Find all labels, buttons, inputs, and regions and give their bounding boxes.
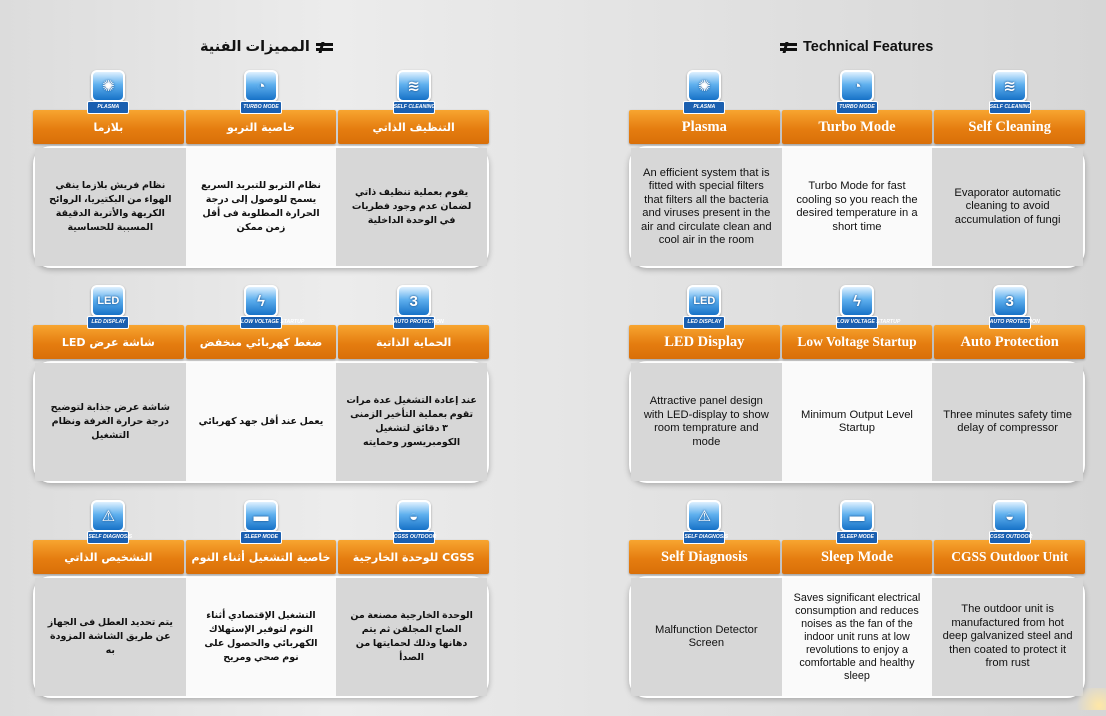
self-diagnosis-icon: ⚠ SELF DIAGNOSIS (91, 500, 125, 544)
feature-description: Saves significant electrical consumption and reduces noises as the fan of the indoor unit runs at low revolutions to enjoy a comfortable and healthy sleep (782, 578, 933, 696)
english-feature-row-3 (629, 500, 1085, 716)
turbo-mode-icon: ◔ TURBO MODE (840, 70, 874, 114)
feature-description: Evaporator automatic cleaning to avoid accumulation of fungi (932, 148, 1083, 266)
feature-description: Three minutes safety time delay of compressor (932, 363, 1083, 481)
feature-header: Auto Protection (934, 325, 1085, 359)
feature-description: التشغيل الإقتصادي أثناء النوم لتوفير الإستهلاك الكهربائي والحصول على نوم صحي ومريح (186, 578, 337, 696)
self-cleaning-icon: ≋ SELF CLEANING (397, 70, 431, 114)
feature-header: ضغط كهربائي منخفض (186, 325, 337, 359)
auto-protection-icon: 3 AUTO PROTECTION (993, 285, 1027, 329)
feature-card (629, 146, 1085, 268)
turbo-mode-icon: ◔ TURBO MODE (244, 70, 278, 114)
english-title (780, 39, 933, 55)
feature-card (629, 576, 1085, 698)
plasma-icon: ✺ PLASMA (91, 70, 125, 114)
sleep-mode-icon: ▬ SLEEP MODE (244, 500, 278, 544)
feature-description: يقوم بعملية تنظيف ذاتي لضمان عدم وجود فطريات في الوحدة الداخلية (336, 148, 487, 266)
feature-header: Plasma (629, 110, 780, 144)
arabic-feature-row-2 (33, 285, 489, 501)
feature-description: Turbo Mode for fast cooling so you reach the desired temperature in a short time (782, 148, 933, 266)
led-display-icon: LED LED DISPLAY (91, 285, 125, 329)
feature-header: CGSS Outdoor Unit (934, 540, 1085, 574)
feature-card (33, 361, 489, 483)
english-feature-row-2 (629, 285, 1085, 501)
feature-header: LED Display (629, 325, 780, 359)
feature-header: CGSS للوحدة الخارجية (338, 540, 489, 574)
feature-description: يعمل عند أقل جهد كهربائي (186, 363, 337, 481)
feature-description: The outdoor unit is manufactured from hot deep galvanized steel and then coated to protect it from rust (932, 578, 1083, 696)
led-display-icon: LED LED DISPLAY (687, 285, 721, 329)
feature-description: عند إعادة التشغيل عدة مرات تقوم بعملية التأخير الزمنى ٣ دقائق لتشغيل الكومبريسور وحمايته (336, 363, 487, 481)
cgss-outdoor-icon: ◒ CGSS OUTDOOR (993, 500, 1027, 544)
title-flag-icon (316, 42, 333, 53)
sleep-mode-icon: ▬ SLEEP MODE (840, 500, 874, 544)
cgss-outdoor-icon: ◒ CGSS OUTDOOR (397, 500, 431, 544)
feature-description: Minimum Output Level Startup (782, 363, 933, 481)
feature-header: Sleep Mode (782, 540, 933, 574)
english-feature-row-1 (629, 70, 1085, 286)
feature-header: Self Cleaning (934, 110, 1085, 144)
low-voltage-startup-icon: ϟ LOW VOLTAGE STARTUP (244, 285, 278, 329)
feature-card (33, 146, 489, 268)
feature-description: Attractive panel design with LED-display to show room temprature and mode (631, 363, 782, 481)
feature-header: Self Diagnosis (629, 540, 780, 574)
auto-protection-icon: 3 AUTO PROTECTION (397, 285, 431, 329)
feature-header: Low Voltage Startup (782, 325, 933, 359)
plasma-icon: ✺ PLASMA (687, 70, 721, 114)
corner-glow-decoration (1072, 688, 1106, 710)
arabic-title-text: المميزات الفنية (200, 39, 310, 55)
feature-card (33, 576, 489, 698)
feature-description: An efficient system that is fitted with special filters that filters all the bacteria and viruses present in the air and circulate clean and cool air in the room (631, 148, 782, 266)
english-title-text: Technical Features (803, 39, 934, 55)
feature-description: Malfunction Detector Screen (631, 578, 782, 696)
title-flag-icon (780, 42, 797, 53)
feature-description: شاشة عرض جذابة لتوضيح درجة حرارة الغرفة ونظام التشغيل (35, 363, 186, 481)
feature-header: التنظيف الذاتي (338, 110, 489, 144)
feature-header: شاشة عرض LED (33, 325, 184, 359)
arabic-feature-row-1 (33, 70, 489, 286)
arabic-feature-row-3 (33, 500, 489, 716)
feature-header: خاصية التشغيل أثناء النوم (186, 540, 337, 574)
feature-description: يتم تحديد العطل فى الجهاز عن طريق الشاشة المزودة به (35, 578, 186, 696)
arabic-title (200, 39, 333, 55)
feature-header: Turbo Mode (782, 110, 933, 144)
feature-header: التشخيص الذاتي (33, 540, 184, 574)
feature-card (629, 361, 1085, 483)
feature-header: خاصية التربو (186, 110, 337, 144)
feature-description: نظام فريش بلازما ينقي الهواء من البكتيريا، الروائح الكريهة والأتربة الدقيقة المسببة للحساسية (35, 148, 186, 266)
self-diagnosis-icon: ⚠ SELF DIAGNOSIS (687, 500, 721, 544)
feature-header: الحماية الذاتية (338, 325, 489, 359)
feature-description: الوحدة الخارجية مصنعة من الصاج المجلفن ثم يتم دهانها وذلك لحمايتها من الصدأ (336, 578, 487, 696)
feature-header: بلازما (33, 110, 184, 144)
low-voltage-startup-icon: ϟ LOW VOLTAGE STARTUP (840, 285, 874, 329)
self-cleaning-icon: ≋ SELF CLEANING (993, 70, 1027, 114)
feature-description: نظام التربو للتبريد السريع يسمح للوصول إلى درجة الحرارة المطلوبة فى أقل زمن ممكن (186, 148, 337, 266)
